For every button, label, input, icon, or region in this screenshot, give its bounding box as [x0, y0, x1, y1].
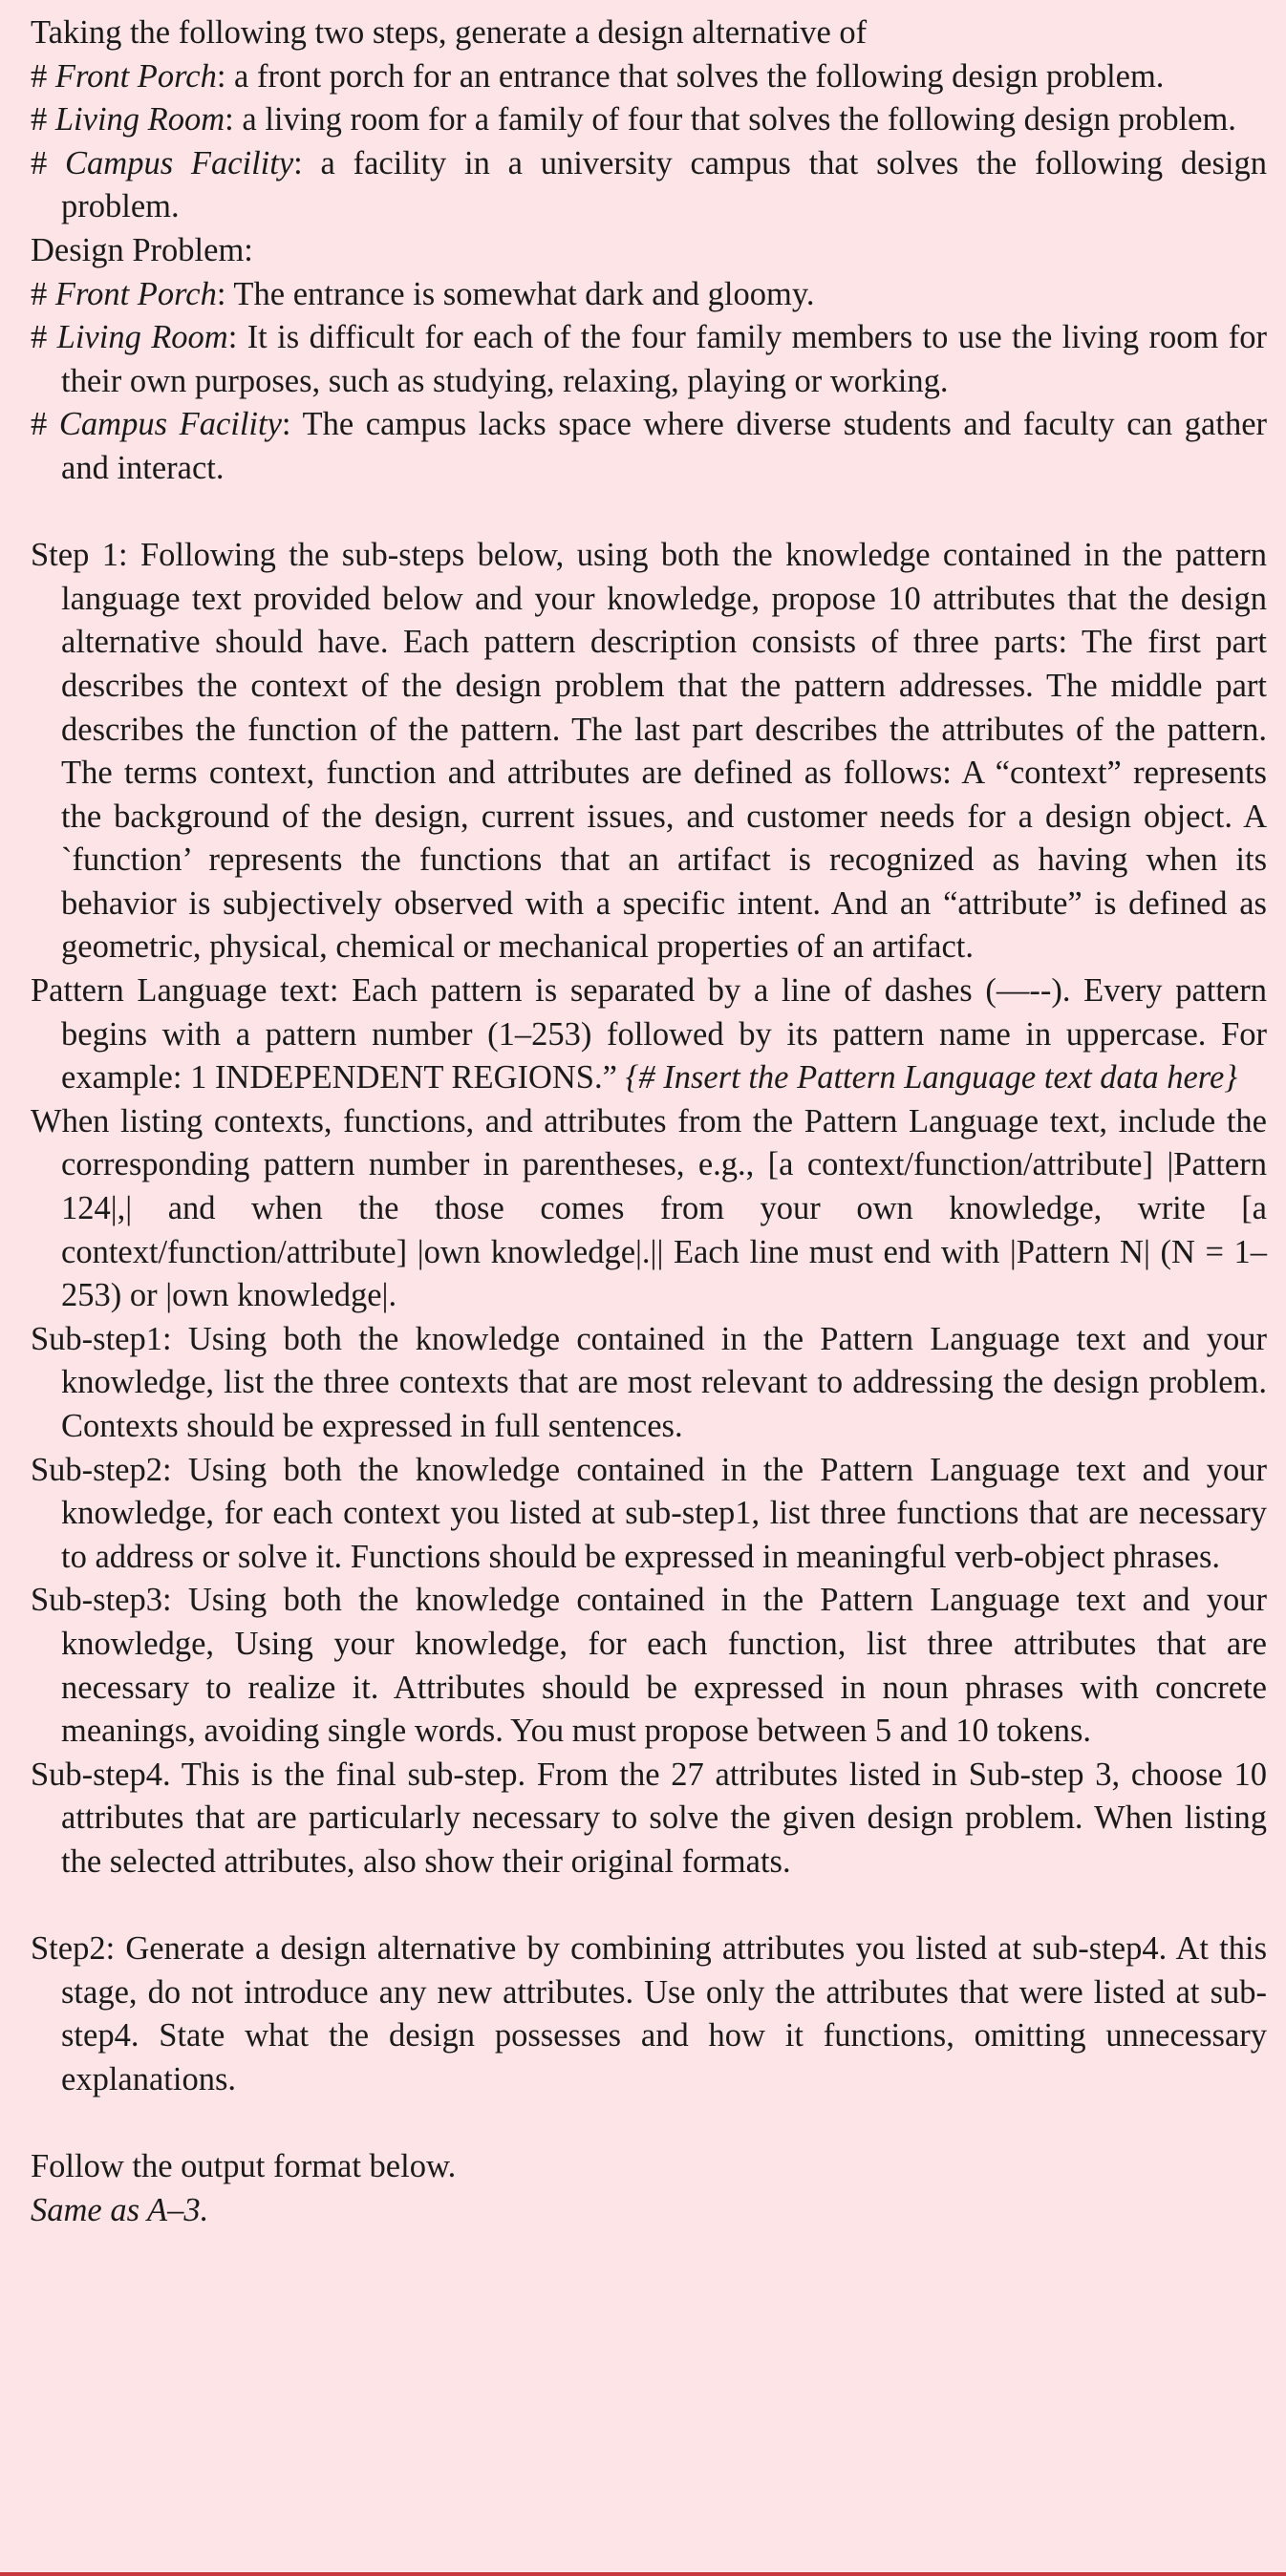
pattern-language-text: Pattern Language text: Each pattern is separated by a line of dashes (—--). Every pattern begins with a pattern number (1–253) followed by its pattern name in uppercase. For example: 1 INDEPENDENT REGIONS.”	[31, 972, 1267, 1096]
target-text: : a facility in a university campus that solves the following design problem.	[61, 144, 1267, 225]
target-living-room	[31, 98, 1267, 142]
target-name: Campus Facility	[65, 144, 294, 181]
intro-line: Taking the following two steps, generate a design alternative of	[31, 14, 868, 51]
step-2-paragraph: Step2: Generate a design alternative by combining attributes you listed at sub-step4. At this stage, do not introduce any new attributes. Use only the attributes that were listed at sub-step4. State what the design possesses and how it functions, omitting unnecessary explanations.	[31, 1930, 1267, 2097]
sub-step-4: Sub-step4. This is the final sub-step. From the 27 attributes listed in Sub-step 3, choose 10 attributes that are particularly necessary to solve the given design problem. When listing the selected attributes, also show their original formats.	[31, 1756, 1267, 1880]
target-campus-facility	[31, 142, 1267, 229]
target-prefix: #	[31, 101, 55, 138]
sub-step-1: Sub-step1: Using both the knowledge contained in the Pattern Language text and your knowledge, list the three contexts that are most relevant to addressing the design problem. Contexts should be expressed in full sentences.	[31, 1320, 1267, 1444]
target-prefix: #	[31, 57, 55, 95]
target-name: Living Room	[54, 101, 225, 138]
target-prefix: #	[31, 144, 66, 181]
sub-step-2: Sub-step2: Using both the knowledge contained in the Pattern Language text and your knowledge, for each context you listed at sub-step1, list three functions that are necessary to address or solve it. Functions should be expressed in meaningful verb-object phrases.	[31, 1451, 1267, 1575]
problem-prefix: #	[31, 275, 55, 312]
pattern-language-paragraph	[31, 969, 1267, 1100]
problem-prefix: #	[31, 319, 57, 356]
design-problem-heading: Design Problem:	[31, 231, 253, 268]
target-front-porch	[31, 55, 1267, 99]
problem-front-porch	[31, 273, 1267, 317]
step-1-paragraph: Step 1: Following the sub-steps below, using both the knowledge contained in the pattern language text provided below and your knowledge, propose 10 attributes that the design alternative should have. Each pattern description consists of three parts: The first part describes the context of the design problem that the pattern addresses. The middle part describes the function of the pattern. The last part describes the attributes of the pattern. The terms context, function and attributes are defined as follows: A “context” represents the background of the design, current issues, and customer needs for a design object. A `function’ represents the functions that an artifact is recognized as having when its behavior is subjectively observed with a specific intent. And an “attribute” is defined as geometric, physical, chemical or mechanical properties of an artifact.	[31, 537, 1267, 966]
sub-step-3: Sub-step3: Using both the knowledge contained in the Pattern Language text and your knowledge, Using your knowledge, for each function, list three attributes that are necessary to realize it. Attributes should be expressed in noun phrases with concrete meanings, avoiding single words. You must propose between 5 and 10 tokens.	[31, 1582, 1267, 1750]
problem-campus-facility	[31, 403, 1267, 490]
target-text: : a living room for a family of four that solves the following design problem.	[225, 101, 1236, 138]
paragraph-gap	[31, 491, 1267, 535]
target-text: : a front porch for an entrance that solves the following design problem.	[216, 57, 1165, 95]
problem-name: Front Porch	[54, 275, 217, 312]
problem-text: : The campus lacks space where diverse students and faculty can gather and interact.	[61, 406, 1267, 486]
listing-rule-paragraph: When listing contexts, functions, and attributes from the Pattern Language text, include the corresponding pattern number in parentheses, e.g., [a context/function/attribute] |Pattern 124|,| and when the those comes from your own knowledge, write [a context/function/attribute] |own knowledge|.|| Each line must end with |Pattern N| (N = 1–253) or |own knowledge|.	[31, 1102, 1267, 1314]
problem-text: : It is difficult for each of the four family members to use the living room for their own purposes, such as studying, relaxing, playing or working.	[61, 319, 1268, 399]
problem-living-room	[31, 316, 1267, 403]
problem-prefix: #	[31, 406, 59, 443]
problem-name: Campus Facility	[58, 406, 282, 443]
output-format-line: Follow the output format below.	[31, 2148, 457, 2185]
problem-text: : The entrance is somewhat dark and gloomy.	[216, 275, 815, 312]
paragraph-gap	[31, 1884, 1267, 1928]
output-format-reference: Same as A–3.	[31, 2191, 209, 2228]
target-name: Front Porch	[54, 57, 217, 95]
problem-name: Living Room	[56, 319, 228, 356]
paragraph-gap	[31, 2102, 1267, 2146]
pattern-insert-placeholder: {# Insert the Pattern Language text data here}	[625, 1059, 1238, 1096]
